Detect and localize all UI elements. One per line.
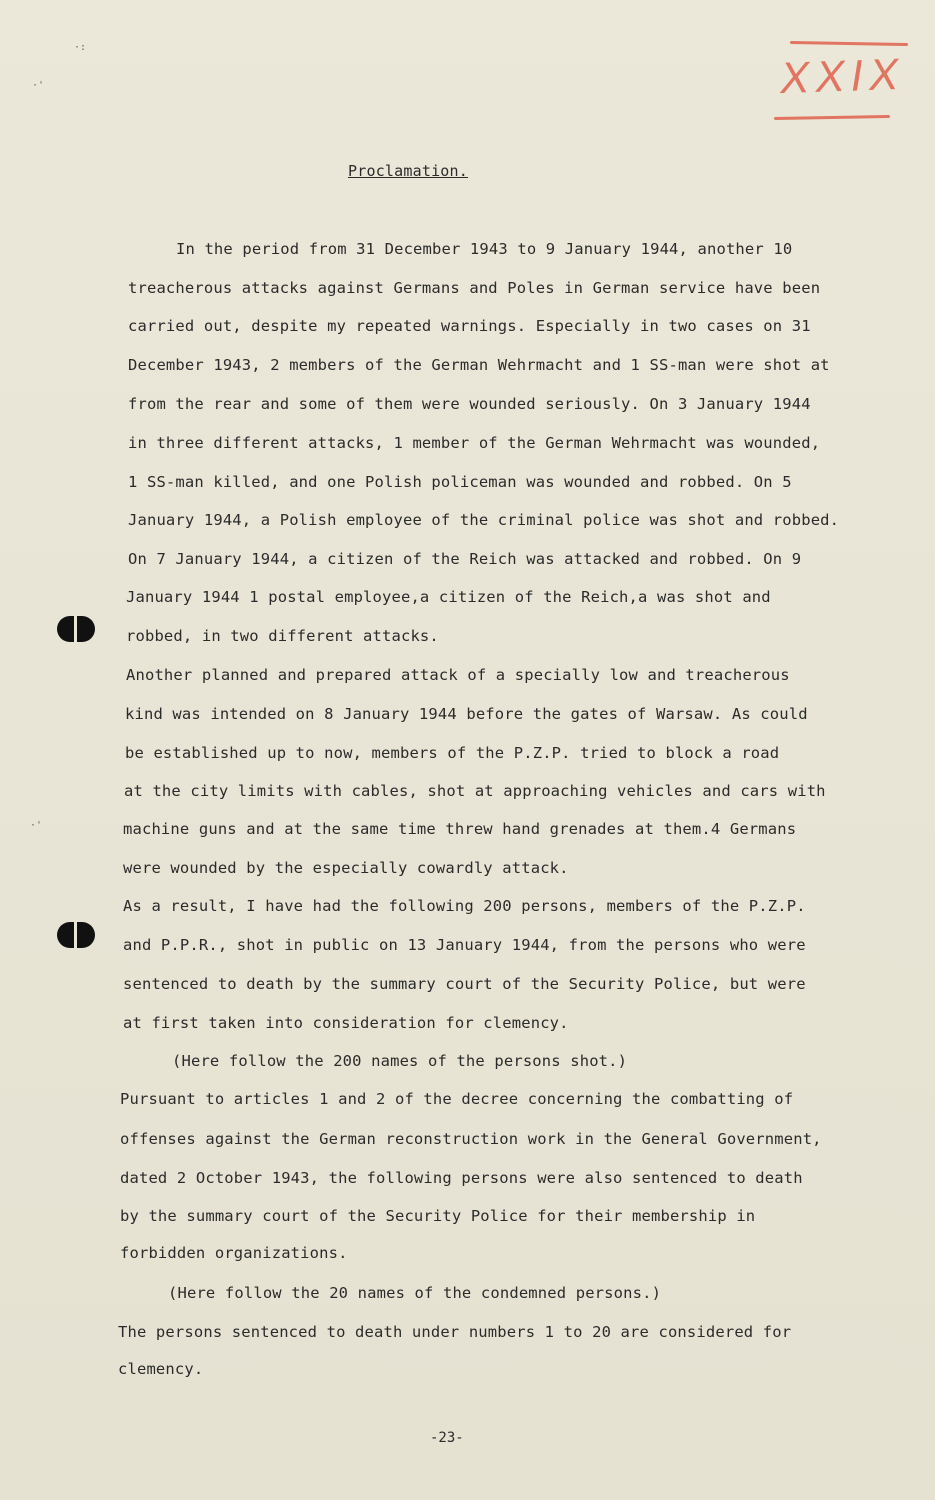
- page-number: -23-: [430, 1430, 464, 1446]
- exhibit-mark: XXIX: [779, 49, 906, 104]
- body-line: forbidden organizations.: [120, 1244, 348, 1262]
- body-line: from the rear and some of them were wounded seriously. On 3 January 1944: [128, 395, 811, 413]
- body-line: (Here follow the 20 names of the condemned persons.): [168, 1284, 662, 1302]
- body-line: 1 SS-man killed, and one Polish policeman was wounded and robbed. On 5: [128, 473, 792, 491]
- body-line: January 1944, a Polish employee of the criminal police was shot and robbed.: [128, 511, 840, 529]
- punch-hole: [57, 922, 95, 948]
- exhibit-underline-top: [790, 41, 908, 46]
- body-line: dated 2 October 1943, the following persons were also sentenced to death: [120, 1169, 803, 1187]
- body-line: machine guns and at the same time threw hand grenades at them.4 Germans: [123, 820, 797, 838]
- body-line: in three different attacks, 1 member of the German Wehrmacht was wounded,: [128, 434, 821, 452]
- body-line: and P.P.R., shot in public on 13 January 1944, from the persons who were: [123, 936, 806, 954]
- body-line: Another planned and prepared attack of a specially low and treacherous: [126, 666, 790, 684]
- body-line: be established up to now, members of the P.Z.P. tried to block a road: [125, 744, 780, 762]
- body-line: by the summary court of the Security Police for their membership in: [120, 1207, 756, 1225]
- body-line: Pursuant to articles 1 and 2 of the decree concerning the combatting of: [120, 1090, 794, 1108]
- body-line: kind was intended on 8 January 1944 before the gates of Warsaw. As could: [125, 705, 808, 723]
- speck-mark: ·': [32, 80, 45, 91]
- document-title: Proclamation.: [348, 162, 468, 180]
- body-line: As a result, I have had the following 200 persons, members of the P.Z.P.: [123, 897, 806, 915]
- body-line: December 1943, 2 members of the German Wehrmacht and 1 SS-man were shot at: [128, 356, 830, 374]
- exhibit-underline-bottom: [774, 115, 890, 120]
- body-line: January 1944 1 postal employee,a citizen of the Reich,a was shot and: [126, 588, 771, 606]
- body-line: (Here follow the 200 names of the persons shot.): [172, 1052, 628, 1070]
- body-line: at first taken into consideration for clemency.: [123, 1014, 569, 1032]
- body-line: offenses against the German reconstruction work in the General Government,: [120, 1130, 822, 1148]
- body-line: at the city limits with cables, shot at approaching vehicles and cars with: [124, 782, 826, 800]
- body-line: On 7 January 1944, a citizen of the Reich was attacked and robbed. On 9: [128, 550, 802, 568]
- body-line: clemency.: [118, 1360, 204, 1378]
- body-line: were wounded by the especially cowardly attack.: [123, 859, 569, 877]
- punch-hole: [57, 616, 95, 642]
- body-line: treacherous attacks against Germans and Poles in German service have been: [128, 279, 821, 297]
- body-line: robbed, in two different attacks.: [126, 627, 439, 645]
- body-line: In the period from 31 December 1943 to 9 January 1944, another 10: [176, 240, 793, 258]
- body-line: carried out, despite my repeated warnings. Especially in two cases on 31: [128, 317, 811, 335]
- body-line: The persons sentenced to death under numbers 1 to 20 are considered for: [118, 1323, 792, 1341]
- speck-mark: ·': [30, 820, 43, 831]
- speck-mark: ·:: [74, 42, 87, 53]
- body-line: sentenced to death by the summary court of the Security Police, but were: [123, 975, 806, 993]
